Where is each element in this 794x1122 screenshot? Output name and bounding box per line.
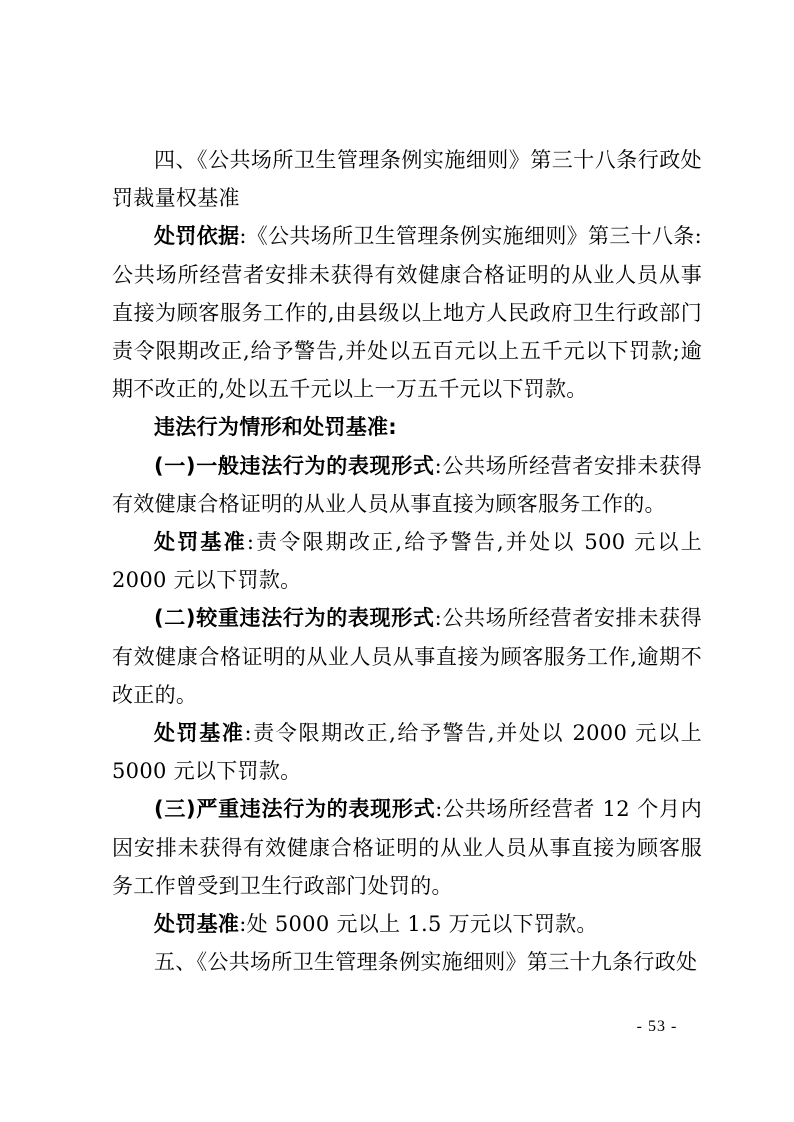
- serious-penalty-paragraph: [112, 714, 702, 790]
- serious-violation-label: (二)较重违法行为的表现形式: [154, 606, 435, 631]
- serious-penalty-label: 处罚基准: [154, 721, 245, 746]
- section-5-heading: 五、《公共场所卫生管理条例实施细则》第三十九条行政处: [154, 950, 698, 975]
- criteria-heading: 违法行为情形和处罚基准:: [154, 415, 397, 440]
- section-4-heading: 四、《公共场所卫生管理条例实施细则》第三十八条行政处罚裁量权基准: [112, 148, 702, 211]
- severe-violation-text: :公共场所经营者 12 个月内因安排未获得有效健康合格证明的从业人员从事直接为顾客服务工作曾受到卫生行政部门处罚的。: [112, 797, 702, 898]
- severe-penalty-label: 处罚基准: [154, 912, 240, 937]
- severe-penalty-paragraph: [112, 905, 702, 943]
- severe-penalty-text: :处 5000 元以上 1.5 万元以下罚款。: [239, 912, 598, 937]
- general-violation-label: (一)一般违法行为的表现形式: [154, 453, 435, 478]
- serious-violation-text: :公共场所经营者安排未获得有效健康合格证明的从业人员从事直接为顾客服务工作,逾期不改正的。: [112, 606, 702, 707]
- penalty-basis-label: 处罚依据: [154, 224, 240, 249]
- page-body: [112, 141, 702, 981]
- general-penalty-label: 处罚基准: [154, 530, 247, 555]
- page-number: - 53 -: [636, 1018, 678, 1035]
- penalty-basis-text: :《公共场所卫生管理条例实施细则》第三十八条:公共场所经营者安排未获得有效健康合格证明的从业人员从事直接为顾客服务工作的,由县级以上地方人民政府卫生行政部门责令限期改正,给予警告,并处以五百元以上五千元以下罚款;逾期不改正的,处以五千元以上一万五千元以下罚款。: [112, 224, 702, 402]
- general-penalty-text: :责令限期改正,给予警告,并处以 500 元以上 2000 元以下罚款。: [112, 530, 702, 593]
- general-penalty-paragraph: [112, 523, 702, 599]
- serious-violation-paragraph: [112, 599, 702, 714]
- serious-penalty-text: :责令限期改正,给予警告,并处以 2000 元以上 5000 元以下罚款。: [112, 721, 702, 784]
- severe-violation-label: (三)严重违法行为的表现形式: [154, 797, 436, 822]
- general-violation-paragraph: [112, 447, 702, 523]
- general-violation-text: :公共场所经营者安排未获得有效健康合格证明的从业人员从事直接为顾客服务工作的。: [112, 453, 702, 516]
- penalty-basis-paragraph: [112, 217, 702, 408]
- severe-violation-paragraph: [112, 790, 702, 905]
